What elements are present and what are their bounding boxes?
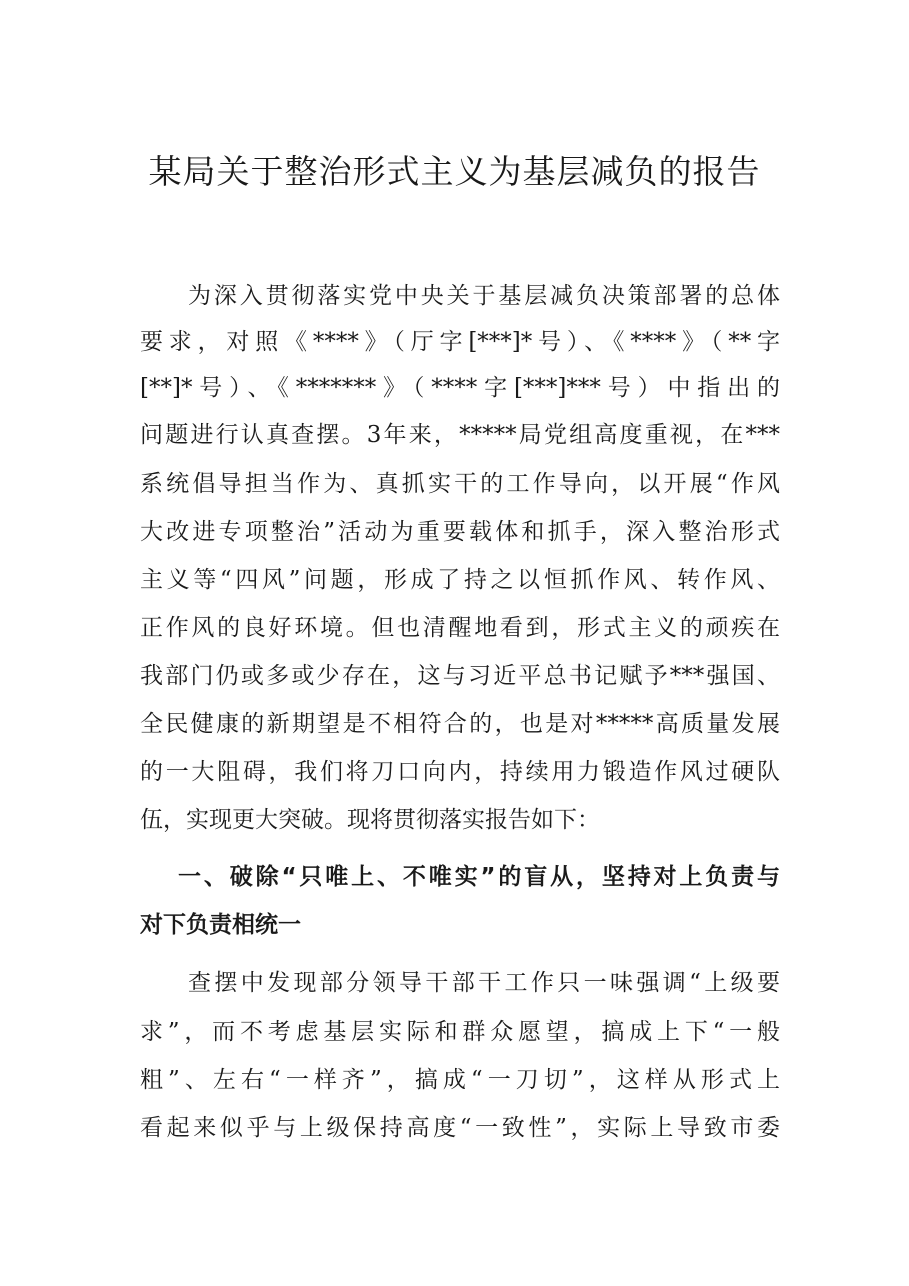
intro-line: 伍，实现更大突破。现将贯彻落实报告如下： — [140, 807, 600, 833]
section-heading-line: 对下负责相统一 — [140, 912, 301, 938]
intro-line: 要求，对照《****》（厅字[***]*号）、《****》（**字 — [140, 329, 780, 355]
section-body-line: 查摆中发现部分领导干部干工作只一味强调“上级要 — [188, 970, 780, 996]
intro-line: 的一大阻碍，我们将刀口向内，持续用力锻造作风过硬队 — [140, 759, 780, 785]
intro-line: 问题进行认真查摆。3年来，*****局党组高度重视，在*** — [140, 422, 780, 448]
intro-line: 大改进专项整治”活动为重要载体和抓手，深入整治形式 — [140, 519, 780, 545]
document-title: 某局关于整治形式主义为基层减负的报告 — [148, 152, 761, 191]
intro-line: 为深入贯彻落实党中央关于基层减负决策部署的总体 — [188, 283, 780, 309]
section-body-line: 粗”、左右“一样齐”，搞成“一刀切”，这样从形式上 — [140, 1067, 780, 1093]
intro-line: [**]*号）、《*******》（****字[***]***号）中指出的 — [140, 375, 780, 401]
section-heading-line: 一、破除“只唯上、不唯实”的盲从，坚持对上负责与 — [178, 864, 780, 890]
intro-line: 我部门仍或多或少存在，这与习近平总书记赋予***强国、 — [140, 663, 780, 689]
intro-line: 主义等“四风”问题，形成了持之以恒抓作风、转作风、 — [140, 567, 780, 593]
intro-line: 全民健康的新期望是不相符合的，也是对*****高质量发展 — [140, 711, 780, 737]
section-body-line: 求”，而不考虑基层实际和群众愿望，搞成上下“一般 — [140, 1019, 780, 1045]
intro-line: 系统倡导担当作为、真抓实干的工作导向，以开展“作风 — [140, 471, 780, 497]
section-body-line: 看起来似乎与上级保持高度“一致性”，实际上导致市委 — [140, 1115, 780, 1141]
intro-line: 正作风的良好环境。但也清醒地看到，形式主义的顽疾在 — [140, 615, 780, 641]
